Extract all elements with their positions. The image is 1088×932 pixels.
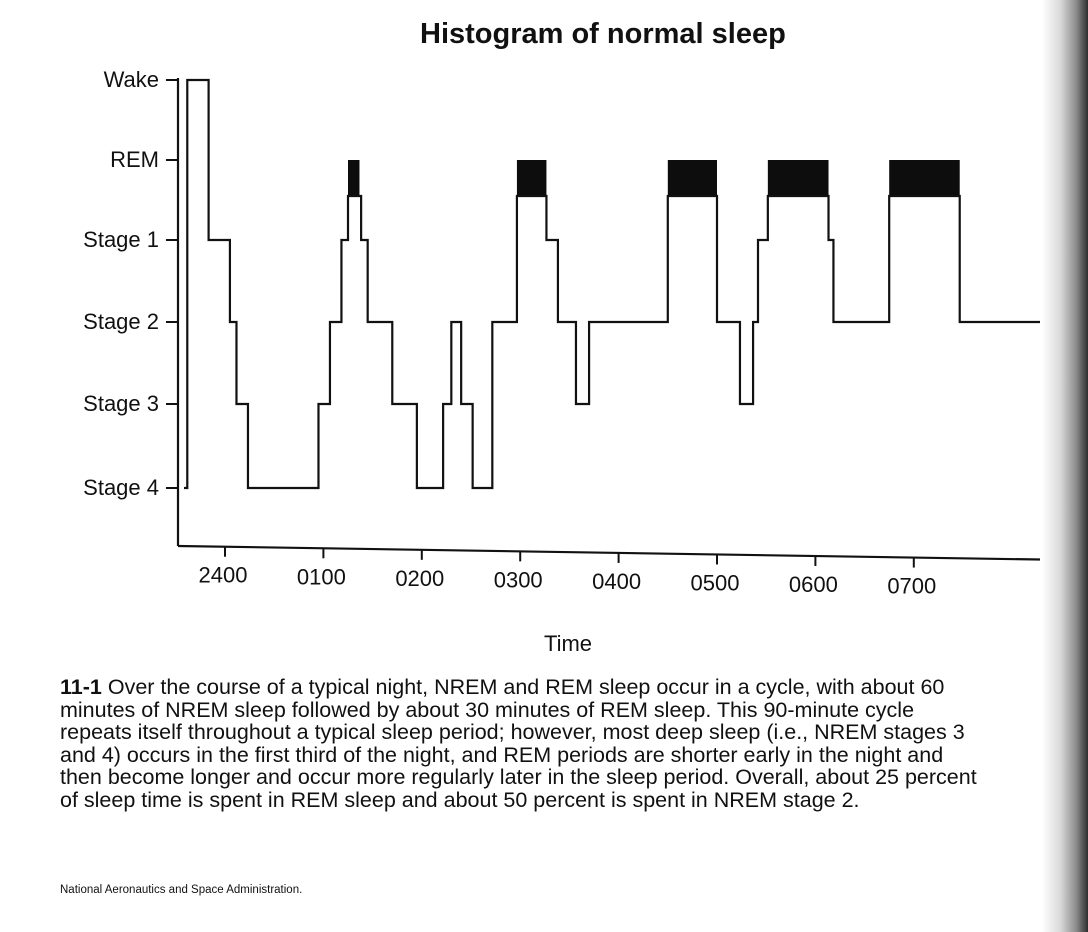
rem-bar-1 [517, 160, 547, 196]
y-tick-label: Wake [103, 67, 159, 92]
rem-bar-4 [889, 160, 960, 196]
image-credit: National Aeronautics and Space Administration. [60, 884, 303, 896]
x-tick-label: 2400 [198, 562, 248, 588]
y-tick-label: REM [110, 147, 159, 172]
figure-number: 11-1 [60, 675, 102, 699]
rem-bar-3 [768, 160, 829, 196]
caption-text: Over the course of a typical night, NREM and REM sleep occur in a cycle, with about 60 minutes of NREM sleep followed by about 30 minutes of REM sleep. This 90-minute cycle repeats itself throughout a typical sleep period; however, most deep sleep (i.e., NREM stages 3 and 4) occurs in the first third of the night, and REM periods are shorter early in the night and then become longer and occur more regularly later in the sleep period. Overall, about 25 percent of sleep time is spent in REM sleep and about 50 percent is spent in NREM stage 2. [60, 675, 977, 812]
sleep-stage-line [184, 80, 1040, 488]
chart-title: Histogram of normal sleep [420, 18, 786, 50]
x-axis-label: Time [543, 631, 593, 656]
x-tick-label: 0700 [887, 573, 937, 599]
x-tick-label: 0500 [690, 570, 740, 596]
y-tick-label: Stage 2 [83, 309, 159, 334]
y-tick-label: Stage 4 [83, 475, 159, 500]
y-tick-label: Stage 1 [83, 227, 159, 252]
x-tick-label: 0200 [395, 565, 445, 591]
x-tick-label: 0100 [296, 564, 346, 590]
x-tick-label: 0600 [788, 572, 838, 598]
rem-bar-2 [668, 160, 717, 196]
rem-bar-0 [348, 160, 359, 196]
y-tick-label: Stage 3 [83, 391, 159, 416]
figure-caption [60, 676, 980, 811]
page-edge-shadow [1042, 0, 1088, 932]
x-tick-label: 0300 [493, 567, 543, 593]
x-axis [178, 546, 1040, 560]
x-tick-label: 0400 [592, 568, 642, 594]
